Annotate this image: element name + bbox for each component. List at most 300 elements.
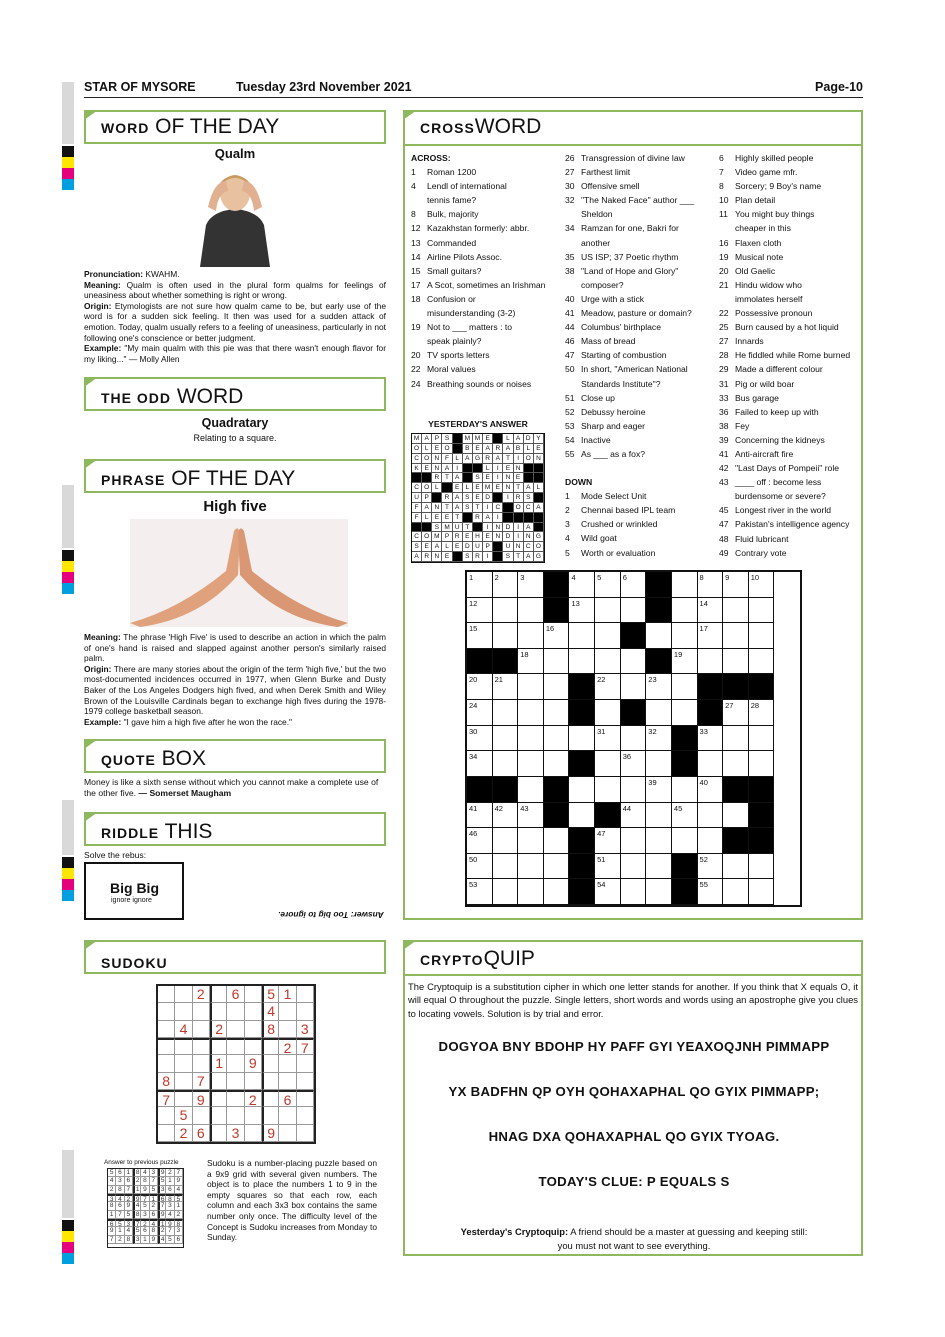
grid-cell[interactable]: 41 [467,803,493,829]
sudoku-cell[interactable] [193,1055,210,1072]
sudoku-cell: 5 [175,1107,192,1124]
sudoku-cell[interactable] [245,1021,262,1038]
sudoku-cell[interactable] [210,1038,227,1055]
previous-sudoku-cell: 1 [175,1202,183,1210]
sudoku-cell[interactable] [158,1003,175,1020]
grid-cell[interactable]: 36 [621,751,647,777]
grid-cell[interactable] [723,879,749,905]
previous-sudoku-cell: 7 [133,1219,141,1227]
clue-text: Anti-aircraft fire [735,448,794,459]
grid-cell[interactable]: 10 [749,572,775,598]
sudoku-cell[interactable] [158,1021,175,1038]
yesterday-cell: A [483,444,493,454]
grid-cell[interactable] [646,700,672,726]
print-strip [62,82,74,144]
grid-cell[interactable] [749,879,775,905]
yesterday-cell: I [503,493,513,503]
sudoku-cell[interactable] [227,1055,244,1072]
sudoku-cell[interactable] [227,1021,244,1038]
grid-cell[interactable]: 45 [672,803,698,829]
previous-sudoku-cell: 5 [133,1227,141,1235]
previous-sudoku-cell: 3 [166,1202,174,1210]
crossword-grid [465,570,802,907]
grid-cell[interactable] [595,623,621,649]
grid-cell[interactable] [493,700,519,726]
previous-sudoku-cell: 4 [108,1177,116,1185]
clue-item [719,377,861,391]
sudoku-cell[interactable] [297,1090,314,1107]
clue-text: Roman 1200 [427,167,477,178]
grid-cell[interactable] [518,700,544,726]
grid-cell[interactable] [621,777,647,803]
sudoku-cell[interactable] [262,1038,279,1055]
grid-cell[interactable] [544,854,570,880]
sudoku-cell[interactable] [158,986,175,1003]
grid-cell[interactable] [749,751,775,777]
clue-number: 13 [411,237,421,248]
clue-item [565,433,717,447]
grid-cell[interactable]: 1 [467,572,493,598]
grid-cell[interactable]: 33 [698,726,724,752]
previous-sudoku-cell: 3 [175,1227,183,1235]
sudoku-cell[interactable] [279,1107,296,1124]
grid-cell[interactable]: 28 [749,700,775,726]
grid-cell[interactable] [569,623,595,649]
clue-item [565,489,717,503]
yesterday-cell [422,473,432,483]
grid-cell[interactable]: 27 [723,700,749,726]
yesterday-cell [524,473,534,483]
grid-cell[interactable] [672,700,698,726]
yesterday-cell [463,464,473,474]
grid-cell[interactable] [493,828,519,854]
sudoku-cell[interactable] [175,1038,192,1055]
sudoku-cell[interactable] [279,1003,296,1020]
yesterday-cell [534,513,544,523]
grid-cell[interactable] [518,726,544,752]
clue-text: Concerning the kidneys [735,434,825,445]
clue-number: 44 [565,322,575,333]
yesterday-cell [524,464,534,474]
grid-cell[interactable]: 20 [467,674,493,700]
grid-cell[interactable]: 47 [595,828,621,854]
grid-cell[interactable]: 51 [595,854,621,880]
grid-cell[interactable] [698,803,724,829]
grid-cell[interactable]: 40 [698,777,724,803]
grid-cell[interactable]: 15 [467,623,493,649]
grid-cell[interactable] [493,751,519,777]
clue-item [565,320,717,334]
previous-sudoku-cell: 8 [141,1177,149,1185]
grid-cell[interactable] [646,879,672,905]
grid-cell[interactable]: 54 [595,879,621,905]
yesterday-cell: M [483,483,493,493]
yesterday-cell [412,523,422,533]
grid-cell[interactable]: 34 [467,751,493,777]
sudoku-cell[interactable] [158,1038,175,1055]
yesterday-cell: M [432,532,442,542]
grid-cell[interactable] [544,726,570,752]
sudoku-cell[interactable] [279,1125,296,1142]
yesterday-cell: R [473,552,483,562]
grid-cell[interactable]: 2 [493,572,519,598]
grid-cell[interactable] [749,623,775,649]
sudoku-cell[interactable] [297,1073,314,1090]
grid-cell[interactable]: 30 [467,726,493,752]
yesterday-cell [473,523,483,533]
grid-cell[interactable] [518,854,544,880]
yesterday-cell [524,513,534,523]
grid-cell[interactable] [672,828,698,854]
yesterday-cell: A [483,513,493,523]
grid-block [569,879,595,905]
grid-cell[interactable] [646,854,672,880]
sudoku-cell[interactable] [279,1021,296,1038]
clue-text: Pig or wild boar [735,378,795,389]
grid-cell[interactable] [749,854,775,880]
grid-cell[interactable] [621,879,647,905]
grid-cell[interactable]: 53 [467,879,493,905]
sudoku-cell[interactable] [262,1090,279,1107]
grid-cell[interactable]: 24 [467,700,493,726]
sudoku-cell[interactable] [175,1055,192,1072]
grid-cell[interactable]: 44 [621,803,647,829]
sudoku-cell[interactable] [297,1125,314,1142]
grid-cell[interactable] [493,879,519,905]
sudoku-cell[interactable] [245,1003,262,1020]
grid-cell[interactable] [595,777,621,803]
grid-cell[interactable] [493,854,519,880]
clue-item [719,278,861,292]
grid-cell[interactable]: 21 [493,674,519,700]
sudoku-cell[interactable] [245,1073,262,1090]
sudoku-cell[interactable] [210,1073,227,1090]
yesterday-cell: N [503,483,513,493]
yesterday-cell: B [514,444,524,454]
sudoku-cell[interactable] [193,1038,210,1055]
yesterday-cell: L [422,513,432,523]
grid-cell[interactable] [749,726,775,752]
clue-text: misunderstanding (3-2) [427,308,516,319]
previous-sudoku-cell: 2 [175,1211,183,1219]
grid-cell[interactable] [723,751,749,777]
grid-cell[interactable] [749,649,775,675]
clue-text: Offensive smell [581,181,640,192]
yesterday-cell: S [503,552,513,562]
sudoku-cell[interactable] [297,986,314,1003]
grid-cell[interactable] [646,828,672,854]
grid-cell[interactable]: 6 [621,572,647,598]
grid-cell[interactable] [595,598,621,624]
grid-cell[interactable] [595,700,621,726]
grid-cell[interactable] [621,854,647,880]
grid-cell[interactable] [518,777,544,803]
grid-cell[interactable] [518,674,544,700]
sudoku-cell[interactable] [262,1055,279,1072]
sudoku-cell[interactable] [227,1107,244,1124]
grid-cell[interactable] [493,623,519,649]
clue-text: You might buy things [735,209,815,220]
yesterday-cell [463,513,473,523]
clue-number: 47 [719,519,729,530]
sudoku-cell[interactable] [175,1090,192,1107]
clue-number: 52 [565,406,575,417]
sudoku-cell[interactable] [175,986,192,1003]
grid-cell[interactable]: 19 [672,649,698,675]
grid-cell[interactable]: 14 [698,598,724,624]
yesterday-cell: C [524,503,534,513]
grid-cell[interactable] [621,649,647,675]
grid-cell[interactable]: 43 [518,803,544,829]
sudoku-cell[interactable] [175,1003,192,1020]
grid-cell[interactable]: 4 [569,572,595,598]
grid-cell[interactable] [569,803,595,829]
grid-cell[interactable] [621,598,647,624]
grid-cell[interactable] [544,751,570,777]
clue-item [719,348,861,362]
previous-sudoku-cell: 6 [116,1202,124,1210]
grid-cell[interactable] [672,674,698,700]
sudoku-cell[interactable] [297,1003,314,1020]
previous-sudoku-cell: 8 [175,1219,183,1227]
yesterday-cell: E [514,473,524,483]
word-of-day-word: Qualm [214,146,256,161]
yesterday-cell: E [483,473,493,483]
clue-text: US ISP; 37 Poetic rhythm [581,251,679,262]
yesterday-cell [473,464,483,474]
grid-cell[interactable]: 23 [646,674,672,700]
yesterday-cell: G [534,552,544,562]
clue-text: Confusion or [427,293,476,304]
sudoku-cell[interactable] [262,1107,279,1124]
grid-block [749,777,775,803]
grid-cell[interactable]: 46 [467,828,493,854]
grid-cell[interactable]: 3 [518,572,544,598]
grid-cell[interactable] [698,828,724,854]
clue-item [565,517,717,531]
grid-block [749,674,775,700]
grid-cell[interactable]: 13 [569,598,595,624]
sudoku-cell[interactable] [227,1073,244,1090]
yesterday-cell: O [524,454,534,464]
yesterdays-answer [411,419,545,563]
grid-cell[interactable]: 22 [595,674,621,700]
grid-cell[interactable] [569,649,595,675]
sudoku-cell[interactable] [227,1038,244,1055]
grid-cell[interactable] [672,777,698,803]
yesterday-cell: I [483,503,493,513]
grid-cell[interactable] [493,726,519,752]
sudoku-cell[interactable] [279,1073,296,1090]
sudoku-cell: 2 [245,1090,262,1107]
grid-cell[interactable]: 52 [698,854,724,880]
clue-item [565,391,717,405]
previous-sudoku-cell: 2 [125,1194,133,1202]
grid-cell[interactable]: 9 [723,572,749,598]
grid-cell[interactable] [621,828,647,854]
grid-cell[interactable] [544,879,570,905]
yesterday-cell [534,464,544,474]
cryptoquip-intro: The Cryptoquip is a substitution cipher in which one letter stands for another. If you think that X equals O, it will equal O throughout the puzzle. Single letters, short words and words using an apostrophe give you clues to locating vowels. Solution is by trial and error. [408,981,858,1019]
sudoku-cell[interactable] [245,1125,262,1142]
sudoku-cell[interactable] [297,1107,314,1124]
grid-cell[interactable] [723,598,749,624]
grid-cell[interactable] [544,649,570,675]
clue-item [565,236,717,250]
grid-cell[interactable] [646,803,672,829]
clue-item [565,419,717,433]
clue-number: 51 [565,392,575,403]
grid-cell[interactable]: 17 [698,623,724,649]
grid-cell[interactable] [544,674,570,700]
phrase-text-body: Meaning: The phrase 'High Five' is used to describe an action in which the palm of one's hand is raised and slapped against another person's similarly raised palm. Origin: There are many stories about the origin of the term 'high five,' but the two most-documented incidences occurred in 1977, when Glenn Burke and Dusty Baker of the Los Angeles Dodgers high fived, and when Derek Smith and Wiley Brown of the Louisville Cardinals began to exchange high fives during the 1978-1979 college basketball season. Example: "I gave him a high five after he won the race." [84,632,386,727]
clue-number: 54 [565,434,575,445]
grid-cell[interactable]: 16 [544,623,570,649]
clue-text: He fiddled while Rome burned [735,350,851,361]
sudoku-cell[interactable] [245,1038,262,1055]
previous-sudoku-cell: 4 [158,1236,166,1244]
previous-sudoku-cell: 8 [150,1227,158,1235]
grid-cell[interactable]: 39 [646,777,672,803]
grid-cell[interactable] [646,623,672,649]
sudoku-cell[interactable] [193,1003,210,1020]
yesterday-cell: E [483,434,493,444]
yesterday-cell: E [442,513,452,523]
grid-block [493,777,519,803]
grid-cell[interactable] [672,623,698,649]
sudoku-cell[interactable] [210,1125,227,1142]
grid-cell[interactable] [749,598,775,624]
grid-cell[interactable] [518,828,544,854]
clue-number: 20 [411,350,421,361]
grid-cell[interactable] [569,777,595,803]
grid-cell[interactable] [569,726,595,752]
grid-cell[interactable]: 32 [646,726,672,752]
grid-cell[interactable] [698,751,724,777]
sudoku-cell[interactable] [279,1055,296,1072]
clue-item [719,546,861,560]
sudoku-cell[interactable] [245,1107,262,1124]
yesterday-cell: U [453,523,463,533]
clue-text: In short, "American National [581,364,688,375]
grid-cell[interactable]: 55 [698,879,724,905]
grid-cell[interactable] [646,751,672,777]
yesterday-cell: S [442,434,452,444]
yesterday-cell: A [453,473,463,483]
yesterday-cell: E [473,493,483,503]
grid-cell[interactable]: 18 [518,649,544,675]
sudoku-cell[interactable] [245,986,262,1003]
previous-sudoku-cell: 5 [166,1236,174,1244]
yesterday-cell: F [442,454,452,464]
sudoku-cell: 7 [193,1073,210,1090]
grid-cell[interactable] [518,598,544,624]
grid-cell[interactable] [621,674,647,700]
yesterday-cell: E [453,542,463,552]
sudoku-cell[interactable] [193,1021,210,1038]
sudoku-cell[interactable] [158,1055,175,1072]
grid-cell[interactable] [723,726,749,752]
sudoku-cell[interactable] [297,1055,314,1072]
sudoku-cell[interactable] [210,1090,227,1107]
sudoku-cell[interactable] [227,1003,244,1020]
sudoku-cell: 9 [245,1055,262,1072]
grid-cell[interactable] [544,828,570,854]
clue-number: 24 [411,378,421,389]
clue-number: 17 [411,279,421,290]
sudoku-cell[interactable] [158,1107,175,1124]
grid-cell[interactable] [595,649,621,675]
clue-number: 10 [719,195,729,206]
grid-cell[interactable] [672,598,698,624]
grid-cell[interactable]: 50 [467,854,493,880]
yesterday-cell: L [422,444,432,454]
sudoku-cell[interactable] [262,1073,279,1090]
clue-text: Inactive [581,434,611,445]
sudoku-cell: 7 [297,1038,314,1055]
grid-cell[interactable] [518,751,544,777]
grid-cell[interactable] [672,572,698,598]
yesterday-cell: Y [534,434,544,444]
clue-item [719,503,861,517]
grid-cell[interactable] [723,623,749,649]
grid-cell[interactable] [723,649,749,675]
sudoku-cell[interactable] [193,1107,210,1124]
yesterday-cell: O [422,454,432,464]
sudoku-description: Sudoku is a number-placing puzzle based on a 9x9 grid with several given numbers. The object is to place the numbers 1 to 9 in the empty squares so that each row, each column and each 3x3 box contains the same number only once. The difficulty level of the Concept is Sudoku increases from Monday to Sunday. [207,1158,377,1243]
clue-number: 2 [565,505,570,516]
grid-cell[interactable] [595,751,621,777]
sudoku-cell: 2 [193,986,210,1003]
previous-sudoku-cell: 9 [158,1211,166,1219]
grid-cell[interactable]: 42 [493,803,519,829]
grid-block [467,649,493,675]
clue-number: 20 [719,265,729,276]
clue-number: 25 [719,322,729,333]
grid-cell[interactable] [518,623,544,649]
grid-cell[interactable] [621,726,647,752]
grid-cell[interactable] [723,803,749,829]
grid-cell[interactable] [723,854,749,880]
clue-text: Commanded [427,237,477,248]
yesterday-label: YESTERDAY'S ANSWER [428,419,528,429]
grid-cell[interactable] [544,700,570,726]
previous-sudoku-cell: 5 [141,1202,149,1210]
clue-text: Chennai based IPL team [581,505,676,516]
grid-cell[interactable] [698,649,724,675]
grid-cell[interactable] [493,598,519,624]
clue-number: 35 [565,251,575,262]
sudoku-cell[interactable] [210,1003,227,1020]
yesterday-cell: U [473,542,483,552]
grid-block [723,674,749,700]
grid-cell[interactable]: 5 [595,572,621,598]
sudoku-cell[interactable] [210,1107,227,1124]
yesterday-cell: E [503,464,513,474]
clue-number: 11 [719,209,728,220]
clue-text: Mass of bread [581,336,636,347]
grid-cell[interactable]: 12 [467,598,493,624]
sudoku-cell[interactable] [227,1090,244,1107]
grid-cell[interactable] [518,879,544,905]
sudoku-cell[interactable] [175,1073,192,1090]
yesterday-cell: N [514,464,524,474]
sudoku-cell[interactable] [158,1125,175,1142]
grid-cell[interactable]: 31 [595,726,621,752]
grid-cell[interactable]: 8 [698,572,724,598]
yesterday-cell: E [483,532,493,542]
sudoku-cell[interactable] [210,986,227,1003]
